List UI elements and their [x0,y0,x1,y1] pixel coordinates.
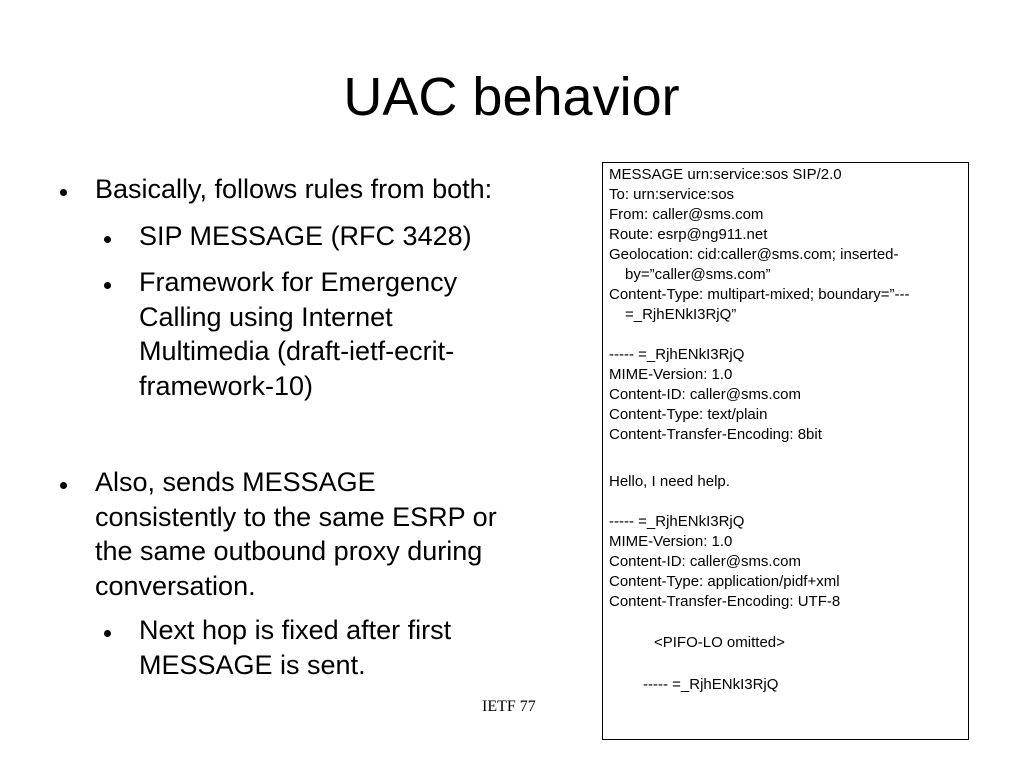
message-line: Content-ID: caller@sms.com [609,386,801,403]
message-line: MIME-Version: 1.0 [609,366,733,383]
bullet-list [60,172,570,682]
sub-bullet-item [104,613,570,682]
bullet-dot-icon [104,282,111,289]
bullet-line: the same outbound proxy during [95,536,483,566]
bullet-dot-icon [104,236,111,243]
bullet-item [60,172,570,207]
bullet-text: SIP MESSAGE (RFC 3428) [139,220,472,251]
sub-bullet-item [104,265,570,403]
slide-title: UAC behavior [343,67,680,127]
bullet-line: Multimedia (draft-ietf-ecrit- [139,336,455,366]
message-line: Content-Transfer-Encoding: UTF-8 [609,593,841,610]
sip-message-box [602,162,969,740]
message-line: ----- =_RjhENkI3RjQ [609,346,745,363]
message-line: ----- =_RjhENkI3RjQ [643,676,779,693]
bullet-line: conversation. [95,570,256,601]
bullet-text: Basically, follows rules from both: [95,174,493,204]
message-line: Route: esrp@ng911.net [609,226,768,243]
message-line: Content-Type: multipart-mixed; boundary=”--- [609,286,910,303]
message-line: Content-Type: text/plain [609,406,768,423]
message-line: Content-Transfer-Encoding: 8bit [609,426,822,443]
sub-bullet-item [104,219,570,254]
bullet-line: Calling using Internet [139,301,393,332]
bullet-item [60,465,570,603]
bullet-dot-icon [60,482,67,489]
message-line: Content-Type: application/pidf+xml [609,573,840,590]
bullet-line: Next hop is fixed after first [139,615,452,645]
message-line: ----- =_RjhENkI3RjQ [609,513,745,530]
message-line: MIME-Version: 1.0 [609,533,733,550]
bullet-dot-icon [60,189,67,196]
message-line: =_RjhENkI3RjQ” [625,306,737,323]
message-line: From: caller@sms.com [609,206,764,223]
bullet-line: Also, sends MESSAGE [95,467,376,497]
message-line: Content-ID: caller@sms.com [609,553,801,570]
message-line: <PIFO-LO omitted> [654,634,785,651]
bullet-line: MESSAGE is sent. [139,649,366,680]
message-line: MESSAGE urn:service:sos SIP/2.0 [609,166,842,183]
bullet-line: consistently to the same ESRP or [95,501,497,532]
bullet-line: Framework for Emergency [139,267,458,297]
message-line: To: urn:service:sos [609,186,735,203]
message-line: by=”caller@sms.com” [625,266,771,283]
message-line: Geolocation: cid:caller@sms.com; inserted- [609,246,899,263]
bullet-dot-icon [104,630,111,637]
footer-label: IETF 77 [482,698,536,715]
message-line: Hello, I need help. [609,473,730,490]
bullet-line: framework-10) [139,370,314,401]
